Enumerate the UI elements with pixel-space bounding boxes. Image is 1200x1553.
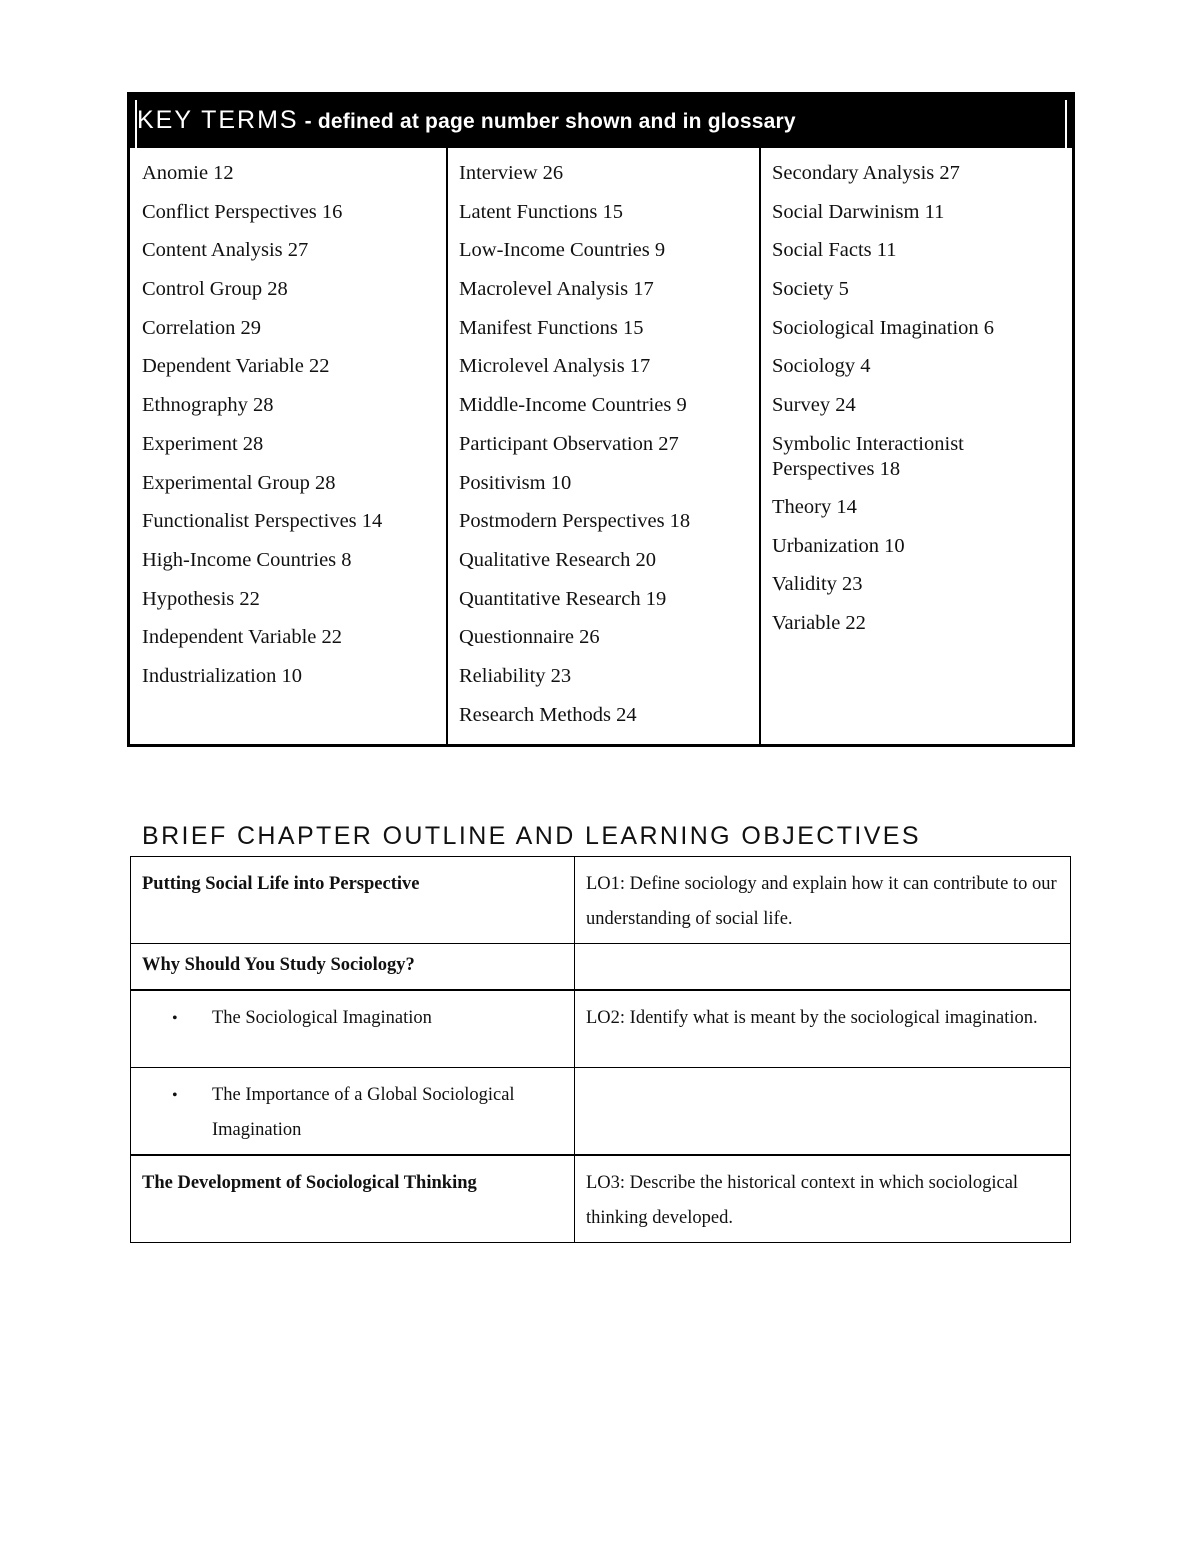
key-term: Hypothesis 22 [142,587,260,610]
learning-objective [575,944,1071,991]
key-term: Experimental Group 28 [142,471,336,494]
key-terms-title-main: KEY TERMS [137,106,299,134]
outline-row [131,944,1071,991]
outline-row [131,1067,1071,1155]
key-term: Dependent Variable 22 [142,355,330,378]
key-term: Urbanization 10 [772,534,905,557]
key-term: Validity 23 [772,573,863,596]
key-terms-column-1 [130,148,448,744]
outline-row [131,990,1071,1067]
key-term: Theory 14 [772,495,857,518]
outline-subtopic-cell [131,990,575,1067]
key-term: Sociological Imagination 6 [772,316,995,339]
key-term: Anomie 12 [142,162,234,184]
outline-row [131,857,1071,944]
key-term: Positivism 10 [459,471,572,494]
key-term: Social Darwinism 11 [772,200,945,223]
learning-objective: LO3: Describe the historical context in which sociological thinking developed. [575,1155,1071,1243]
key-term: Content Analysis 27 [142,239,309,262]
key-terms-column-2 [448,148,761,744]
key-term: Questionnaire 26 [459,626,600,649]
key-term: Microlevel Analysis 17 [459,355,651,378]
learning-objective: LO1: Define sociology and explain how it can contribute to our understanding of social life. [575,857,1071,944]
learning-objective [575,1067,1071,1155]
key-term: Reliability 23 [459,664,572,687]
key-term: Control Group 28 [142,278,288,301]
learning-objective: LO2: Identify what is meant by the sociological imagination. [575,990,1071,1067]
key-terms-header [127,92,1075,148]
key-term: Symbolic Interactionist Perspectives 18 [772,432,964,480]
key-term: Participant Observation 27 [459,432,679,455]
bullet-item [142,1078,564,1148]
key-term: Latent Functions 15 [459,200,623,223]
key-term: Survey 24 [772,394,856,417]
key-term: Independent Variable 22 [142,626,342,649]
key-terms-column-3 [761,148,1072,744]
key-term: Sociology 4 [772,355,871,378]
outline-subtopic: The Importance of a Global Sociological Imagination [212,1084,515,1140]
key-term: Variable 22 [772,611,866,634]
outline-topic: Why Should You Study Sociology? [131,944,575,991]
outline-table [130,856,1071,1243]
bullet-icon: • [172,1086,178,1104]
key-term: Social Facts 11 [772,239,897,262]
key-term: Middle-Income Countries 9 [459,394,687,417]
key-term: High-Income Countries 8 [142,548,352,571]
key-term: Society 5 [772,278,849,301]
key-term: Ethnography 28 [142,394,274,417]
outline-subtopic-cell [131,1067,575,1155]
key-term: Manifest Functions 15 [459,316,644,339]
key-term: Postmodern Perspectives 18 [459,510,691,533]
outline-heading: BRIEF CHAPTER OUTLINE AND LEARNING OBJECTIVES [142,822,921,850]
outline-subtopic: The Sociological Imagination [212,1008,432,1028]
outline-topic: The Development of Sociological Thinking [131,1155,575,1243]
key-term: Correlation 29 [142,316,261,339]
key-term: Quantitative Research 19 [459,587,667,610]
outline-topic: Putting Social Life into Perspective [131,857,575,944]
key-terms-box [127,92,1075,747]
key-term: Experiment 28 [142,432,264,455]
key-term: Functionalist Perspectives 14 [142,510,383,533]
key-term: Interview 26 [459,162,564,184]
key-term: Research Methods 24 [459,703,637,726]
key-term: Industrialization 10 [142,664,302,687]
key-term: Low-Income Countries 9 [459,239,666,262]
bullet-item [142,1001,564,1036]
key-terms-title [137,106,796,135]
key-term: Macrolevel Analysis 17 [459,278,654,301]
bullet-icon: • [172,1010,178,1027]
key-term: Secondary Analysis 27 [772,162,960,184]
key-term: Conflict Perspectives 16 [142,200,343,223]
outline-row [131,1155,1071,1243]
key-terms-title-subtitle: - defined at page number shown and in glossary [298,110,796,133]
key-term: Qualitative Research 20 [459,548,656,571]
